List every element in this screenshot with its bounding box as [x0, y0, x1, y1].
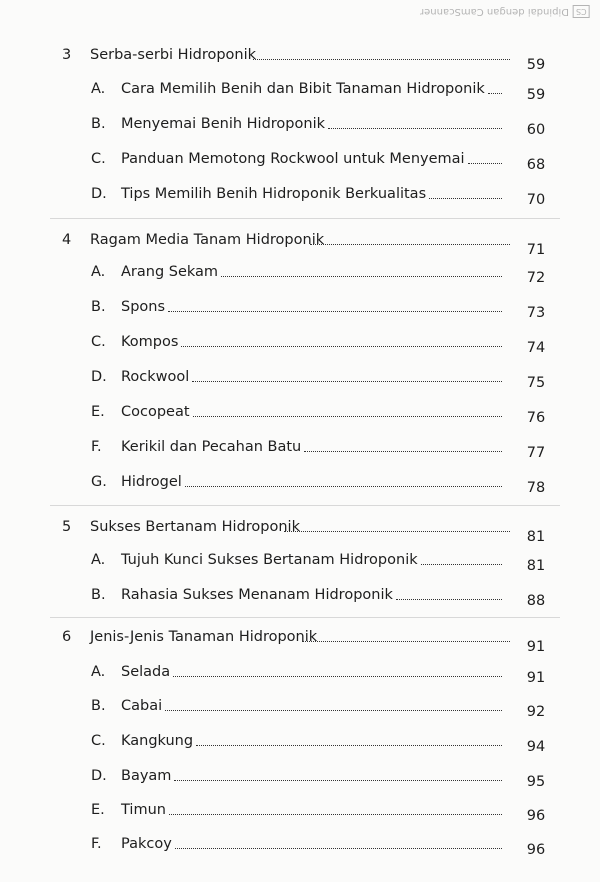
- dot-leader: [169, 814, 502, 815]
- section-title: Jenis-Jenis Tanaman Hidroponik: [90, 629, 318, 645]
- toc-entry: [0, 186, 600, 210]
- toc-entry: [0, 404, 600, 428]
- entry-title: Timun: [121, 802, 166, 818]
- dot-leader: [429, 198, 502, 199]
- toc-entry: [0, 151, 600, 175]
- entry-letter: B.: [91, 587, 106, 603]
- entry-letter: E.: [91, 802, 105, 818]
- entry-letter: A.: [91, 552, 106, 568]
- toc-entry: [0, 439, 600, 463]
- section-page-number: 81: [526, 529, 546, 545]
- toc-entry: [0, 802, 600, 826]
- entry-letter: G.: [91, 474, 107, 490]
- entry-title: Kompos: [121, 334, 179, 350]
- dot-leader: [221, 276, 502, 277]
- entry-letter: E.: [91, 404, 105, 420]
- entry-title: Panduan Memotong Rockwool untuk Menyemai: [121, 151, 465, 167]
- entry-page-number: 76: [526, 410, 546, 426]
- toc-entry: [0, 698, 600, 722]
- toc-entry: [0, 334, 600, 358]
- toc-entry: [0, 552, 600, 576]
- entry-letter: D.: [91, 186, 107, 202]
- section-divider: [50, 505, 560, 506]
- entry-title: Cocopeat: [121, 404, 190, 420]
- dot-leader: [328, 128, 502, 129]
- section-title: Serba-serbi Hidroponik: [90, 47, 257, 63]
- toc-entry: [0, 768, 600, 792]
- dot-leader: [192, 381, 502, 382]
- toc-section-heading: [0, 519, 600, 543]
- entry-title: Pakcoy: [121, 836, 172, 852]
- section-title: Sukses Bertanam Hidroponik: [90, 519, 300, 535]
- dot-leader: [168, 311, 502, 312]
- entry-page-number: 68: [526, 157, 546, 173]
- section-number: 4: [62, 232, 72, 248]
- dot-leader: [253, 59, 510, 60]
- entry-letter: C.: [91, 733, 106, 749]
- entry-page-number: 96: [526, 842, 546, 858]
- section-page-number: 59: [526, 57, 546, 73]
- toc-entry: [0, 587, 600, 611]
- dot-leader: [181, 346, 502, 347]
- dot-leader: [185, 486, 502, 487]
- entry-letter: A.: [91, 81, 106, 97]
- entry-page-number: 73: [526, 305, 546, 321]
- toc-entry: [0, 116, 600, 140]
- dot-leader: [193, 416, 502, 417]
- toc-entry: [0, 81, 600, 105]
- section-divider: [50, 617, 560, 618]
- toc-entry: [0, 836, 600, 860]
- dot-leader: [196, 745, 502, 746]
- entry-title: Bayam: [121, 768, 172, 784]
- entry-letter: C.: [91, 151, 106, 167]
- entry-title: Tujuh Kunci Sukses Bertanam Hidroponik: [121, 552, 418, 568]
- entry-title: Rockwool: [121, 369, 190, 385]
- dot-leader: [488, 93, 502, 94]
- entry-title: Rahasia Sukses Menanam Hidroponik: [121, 587, 393, 603]
- entry-letter: A.: [91, 264, 106, 280]
- section-number: 3: [62, 47, 72, 63]
- watermark-text: Dipindai dengan CamScanner: [420, 6, 570, 17]
- entry-letter: F.: [91, 836, 102, 852]
- dot-leader: [468, 163, 502, 164]
- section-title: Ragam Media Tanam Hidroponik: [90, 232, 325, 248]
- entry-page-number: 94: [526, 739, 546, 755]
- dot-leader: [310, 244, 510, 245]
- entry-page-number: 92: [526, 704, 546, 720]
- dot-leader: [174, 780, 502, 781]
- toc-entry: [0, 664, 600, 688]
- dot-leader: [284, 531, 510, 532]
- entry-letter: D.: [91, 369, 107, 385]
- entry-title: Kerikil dan Pecahan Batu: [121, 439, 302, 455]
- entry-page-number: 96: [526, 808, 546, 824]
- entry-letter: D.: [91, 768, 107, 784]
- dot-leader: [421, 564, 502, 565]
- camscanner-badge: CS: [573, 5, 590, 18]
- entry-title: Arang Sekam: [121, 264, 219, 280]
- entry-letter: B.: [91, 698, 106, 714]
- entry-title: Tips Memilih Benih Hidroponik Berkualitas: [121, 186, 427, 202]
- entry-page-number: 75: [526, 375, 546, 391]
- section-page-number: 71: [526, 242, 546, 258]
- entry-page-number: 60: [526, 122, 546, 138]
- entry-page-number: 95: [526, 774, 546, 790]
- scanner-watermark: [420, 5, 590, 18]
- entry-letter: B.: [91, 116, 106, 132]
- section-number: 5: [62, 519, 72, 535]
- entry-letter: B.: [91, 299, 106, 315]
- toc-entry: [0, 474, 600, 498]
- entry-page-number: 74: [526, 340, 546, 356]
- entry-page-number: 77: [526, 445, 546, 461]
- section-divider: [50, 218, 560, 219]
- section-page-number: 91: [526, 639, 546, 655]
- entry-page-number: 78: [526, 480, 546, 496]
- toc-entry: [0, 733, 600, 757]
- entry-page-number: 72: [526, 270, 546, 286]
- entry-title: Cara Memilih Benih dan Bibit Tanaman Hidroponik: [121, 81, 485, 97]
- entry-letter: A.: [91, 664, 106, 680]
- toc-section-heading: [0, 232, 600, 256]
- entry-title: Hidrogel: [121, 474, 182, 490]
- toc-section-heading: [0, 47, 600, 71]
- entry-page-number: 70: [526, 192, 546, 208]
- toc-entry: [0, 369, 600, 393]
- dot-leader: [165, 710, 502, 711]
- entry-letter: C.: [91, 334, 106, 350]
- toc-entry: [0, 299, 600, 323]
- dot-leader: [173, 676, 502, 677]
- entry-title: Selada: [121, 664, 171, 680]
- entry-letter: F.: [91, 439, 102, 455]
- entry-page-number: 88: [526, 593, 546, 609]
- dot-leader: [302, 641, 510, 642]
- entry-page-number: 59: [526, 87, 546, 103]
- dot-leader: [304, 451, 502, 452]
- entry-title: Cabai: [121, 698, 163, 714]
- entry-page-number: 81: [526, 558, 546, 574]
- toc-entry: [0, 264, 600, 288]
- toc-section-heading: [0, 629, 600, 653]
- entry-title: Menyemai Benih Hidroponik: [121, 116, 325, 132]
- dot-leader: [175, 848, 502, 849]
- dot-leader: [396, 599, 502, 600]
- entry-title: Spons: [121, 299, 166, 315]
- entry-title: Kangkung: [121, 733, 194, 749]
- entry-page-number: 91: [526, 670, 546, 686]
- section-number: 6: [62, 629, 72, 645]
